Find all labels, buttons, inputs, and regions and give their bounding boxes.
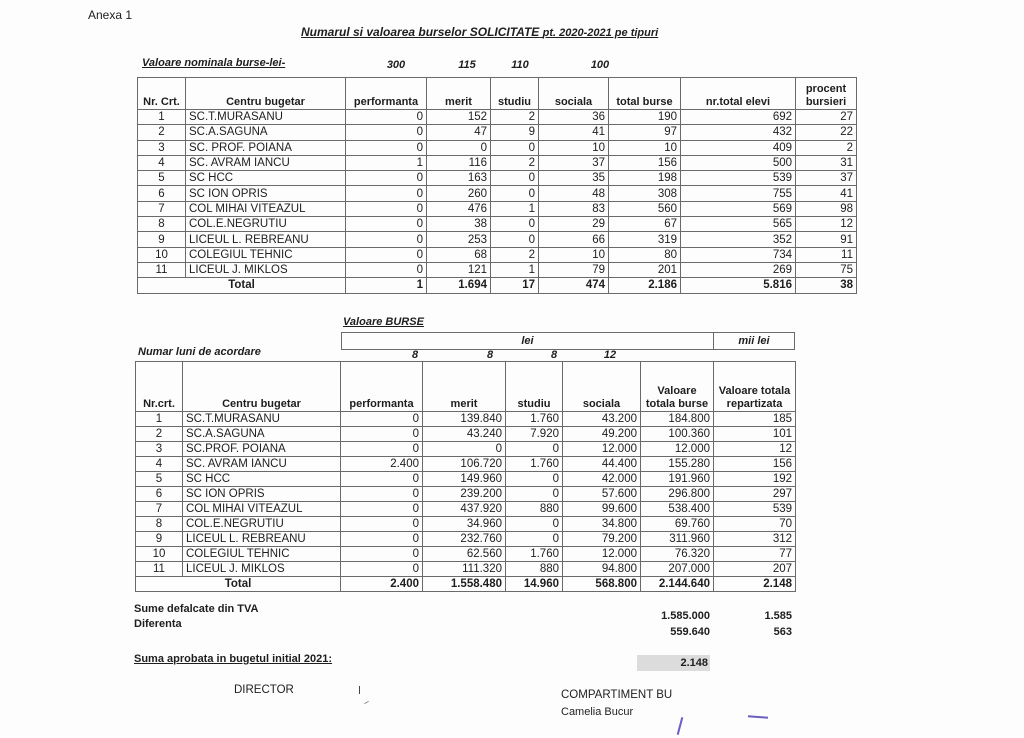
- section-title-valoare-burse: Valoare BURSE: [343, 316, 424, 328]
- total-label: Total: [136, 577, 341, 592]
- cell-merit: 239.200: [423, 487, 506, 502]
- cell-centru: LICEUL L. REBREANU: [186, 232, 346, 247]
- table-row: [136, 502, 796, 517]
- cell-centru: COL MIHAI VITEAZUL: [186, 201, 346, 216]
- cell-performanta: 0: [341, 547, 423, 562]
- total-merit: 1.558.480: [423, 577, 506, 592]
- requested-scholarships-table: [137, 77, 857, 294]
- header-total-burse: total burse: [609, 78, 681, 110]
- header-sociala: sociala: [563, 362, 641, 412]
- cell-valoare-totala: 296.800: [641, 487, 714, 502]
- cell-studiu: 880: [506, 562, 563, 577]
- table-row: [138, 125, 857, 140]
- cell-sociala: 12.000: [563, 547, 641, 562]
- cell-nr: 11: [136, 562, 183, 577]
- cell-sociala: 35: [539, 171, 609, 186]
- cell-procent: 98: [796, 201, 857, 216]
- cell-sociala: 79: [539, 262, 609, 277]
- cell-merit: 34.960: [423, 517, 506, 532]
- cell-merit: 0: [423, 442, 506, 457]
- cell-repartizata: 12: [714, 442, 796, 457]
- cell-studiu: 1.760: [506, 547, 563, 562]
- cell-nr: 2: [136, 427, 183, 442]
- table-row: [136, 547, 796, 562]
- cell-performanta: 0: [346, 232, 427, 247]
- cell-performanta: 0: [341, 472, 423, 487]
- cell-centru: COLEGIUL TEHNIC: [186, 247, 346, 262]
- table-row: [136, 562, 796, 577]
- cell-procent: 37: [796, 171, 857, 186]
- cell-sociala: 79.200: [563, 532, 641, 547]
- cell-centru: SC.A.SAGUNA: [186, 125, 346, 140]
- cell-merit: 437.920: [423, 502, 506, 517]
- cell-nr: 2: [138, 125, 186, 140]
- cell-merit: 476: [427, 201, 491, 216]
- cell-nr: 3: [136, 442, 183, 457]
- cell-valoare-totala: 100.360: [641, 427, 714, 442]
- table-row: [138, 155, 857, 170]
- header-valoare-totala: Valoare totala burse: [641, 362, 714, 412]
- cell-performanta: 0: [346, 110, 427, 125]
- cell-total-burse: 560: [609, 201, 681, 216]
- cell-merit: 163: [427, 171, 491, 186]
- total-performanta: 1: [346, 278, 427, 293]
- cell-nr: 10: [138, 247, 186, 262]
- approved-budget-label: Suma aprobata in bugetul initial 2021:: [134, 653, 333, 665]
- title-main: Numarul si valoarea burselor SOLICITATE: [301, 25, 540, 39]
- months-label: Numar luni de acordare: [138, 346, 261, 358]
- cell-total-burse: 10: [609, 140, 681, 155]
- table-row: [136, 427, 796, 442]
- cell-nr: 5: [136, 472, 183, 487]
- header-procent: procent bursieri: [796, 78, 857, 110]
- months-sociala: 12: [603, 349, 617, 361]
- table-row: [138, 201, 857, 216]
- cell-studiu: 9: [491, 125, 539, 140]
- cell-performanta: 0: [341, 532, 423, 547]
- cell-nr: 8: [136, 517, 183, 532]
- cell-total-elevi: 500: [681, 155, 796, 170]
- table-row: [136, 532, 796, 547]
- cell-total-elevi: 569: [681, 201, 796, 216]
- table-row: [138, 232, 857, 247]
- cell-valoare-totala: 155.280: [641, 457, 714, 472]
- cell-studiu: 1: [491, 201, 539, 216]
- cell-studiu: 1.760: [506, 412, 563, 427]
- months-performanta: 8: [411, 349, 419, 361]
- cell-merit: 152: [427, 110, 491, 125]
- table-row: [136, 412, 796, 427]
- cell-procent: 91: [796, 232, 857, 247]
- cell-repartizata: 70: [714, 517, 796, 532]
- cell-studiu: 0: [491, 186, 539, 201]
- cell-performanta: 0: [346, 262, 427, 277]
- cell-sociala: 41: [539, 125, 609, 140]
- tva-label: Sume defalcate din TVA: [134, 603, 259, 615]
- cell-performanta: 0: [346, 125, 427, 140]
- total-studiu: 14.960: [506, 577, 563, 592]
- cell-sociala: 94.800: [563, 562, 641, 577]
- cell-performanta: 2.400: [341, 457, 423, 472]
- cell-performanta: 0: [341, 562, 423, 577]
- header-sociala: sociala: [539, 78, 609, 110]
- cell-studiu: 0: [506, 442, 563, 457]
- cell-sociala: 99.600: [563, 502, 641, 517]
- table-row: [138, 140, 857, 155]
- cell-studiu: 0: [491, 217, 539, 232]
- cell-nr: 1: [136, 412, 183, 427]
- cell-performanta: 0: [341, 487, 423, 502]
- diff-mii-lei: 563: [773, 626, 792, 638]
- cell-valoare-totala: 191.960: [641, 472, 714, 487]
- annex-label: Anexa 1: [88, 8, 133, 22]
- cell-merit: 121: [427, 262, 491, 277]
- cell-valoare-totala: 69.760: [641, 517, 714, 532]
- cell-nr: 7: [136, 502, 183, 517]
- cell-sociala: 34.800: [563, 517, 641, 532]
- cell-repartizata: 297: [714, 487, 796, 502]
- cell-studiu: 0: [506, 487, 563, 502]
- cell-performanta: 0: [341, 517, 423, 532]
- cell-sociala: 37: [539, 155, 609, 170]
- cell-valoare-totala: 184.800: [641, 412, 714, 427]
- cell-repartizata: 156: [714, 457, 796, 472]
- total-row: [136, 577, 796, 592]
- cell-studiu: 7.920: [506, 427, 563, 442]
- cell-total-burse: 97: [609, 125, 681, 140]
- cell-valoare-totala: 311.960: [641, 532, 714, 547]
- cell-performanta: 0: [346, 201, 427, 216]
- cell-sociala: 10: [539, 247, 609, 262]
- table-row: [136, 472, 796, 487]
- cell-repartizata: 192: [714, 472, 796, 487]
- cell-centru: SC.T.MURASANU: [186, 110, 346, 125]
- signature-mark: [364, 701, 369, 704]
- cell-sociala: 48: [539, 186, 609, 201]
- cell-merit: 106.720: [423, 457, 506, 472]
- cell-nr: 4: [136, 457, 183, 472]
- cell-studiu: 0: [506, 532, 563, 547]
- cell-total-burse: 308: [609, 186, 681, 201]
- total-performanta: 2.400: [341, 577, 423, 592]
- cell-repartizata: 101: [714, 427, 796, 442]
- cell-total-elevi: 352: [681, 232, 796, 247]
- tva-lei: 1.585.000: [661, 610, 710, 622]
- table-row: [138, 171, 857, 186]
- table-row: [136, 487, 796, 502]
- cell-sociala: 44.400: [563, 457, 641, 472]
- cell-centru: LICEUL J. MIKLOS: [186, 262, 346, 277]
- cell-centru: SC.PROF. POIANA: [183, 442, 341, 457]
- cell-studiu: 880: [506, 502, 563, 517]
- cell-procent: 41: [796, 186, 857, 201]
- cell-merit: 149.960: [423, 472, 506, 487]
- total-valoare-totala: 2.144.640: [641, 577, 714, 592]
- cell-merit: 111.320: [423, 562, 506, 577]
- cell-procent: 11: [796, 247, 857, 262]
- cell-centru: COL.E.NEGRUTIU: [183, 517, 341, 532]
- tva-mii-lei: 1.585: [764, 610, 792, 622]
- table-row: [138, 247, 857, 262]
- cell-studiu: 1.760: [506, 457, 563, 472]
- cell-total-burse: 198: [609, 171, 681, 186]
- cell-total-elevi: 692: [681, 110, 796, 125]
- cell-sociala: 49.200: [563, 427, 641, 442]
- cell-total-burse: 80: [609, 247, 681, 262]
- cell-merit: 47: [427, 125, 491, 140]
- unit-lei: lei: [341, 332, 714, 350]
- cell-valoare-totala: 538.400: [641, 502, 714, 517]
- department-person: Camelia Bucur: [561, 706, 634, 718]
- total-sociala: 568.800: [563, 577, 641, 592]
- header-merit: merit: [427, 78, 491, 110]
- unit-mii-lei: mii lei: [713, 332, 795, 350]
- cell-merit: 253: [427, 232, 491, 247]
- cell-centru: SC HCC: [186, 171, 346, 186]
- table-row: [136, 442, 796, 457]
- cell-total-elevi: 409: [681, 140, 796, 155]
- header-performanta: performanta: [341, 362, 423, 412]
- cell-centru: COL MIHAI VITEAZUL: [183, 502, 341, 517]
- document-title: [301, 25, 658, 39]
- cell-nr: 6: [138, 186, 186, 201]
- diff-label: Diferenta: [134, 618, 182, 630]
- approved-budget-value: 2.148: [637, 655, 710, 671]
- cell-performanta: 0: [341, 502, 423, 517]
- cell-total-elevi: 432: [681, 125, 796, 140]
- cell-merit: 68: [427, 247, 491, 262]
- table-row: [136, 457, 796, 472]
- cell-centru: SC. AVRAM IANCU: [186, 155, 346, 170]
- cell-performanta: 0: [341, 442, 423, 457]
- months-studiu: 8: [550, 349, 558, 361]
- cell-performanta: 0: [346, 140, 427, 155]
- header-studiu: studiu: [506, 362, 563, 412]
- total-repartizata: 2.148: [714, 577, 796, 592]
- table-row: [138, 217, 857, 232]
- cell-merit: 139.840: [423, 412, 506, 427]
- cell-merit: 232.760: [423, 532, 506, 547]
- cell-sociala: 43.200: [563, 412, 641, 427]
- cell-nr: 9: [136, 532, 183, 547]
- cell-centru: SC HCC: [183, 472, 341, 487]
- cell-studiu: 2: [491, 110, 539, 125]
- cell-total-elevi: 755: [681, 186, 796, 201]
- table-row: [138, 110, 857, 125]
- cell-performanta: 0: [346, 217, 427, 232]
- cell-nr: 1: [138, 110, 186, 125]
- cell-studiu: 0: [491, 140, 539, 155]
- cell-repartizata: 185: [714, 412, 796, 427]
- cell-sociala: 66: [539, 232, 609, 247]
- header-nr: Nr.crt.: [136, 362, 183, 412]
- cell-studiu: 0: [506, 517, 563, 532]
- cell-centru: COL.E.NEGRUTIU: [186, 217, 346, 232]
- signature-ink-stroke: [677, 717, 684, 735]
- cell-procent: 22: [796, 125, 857, 140]
- table-row: [138, 186, 857, 201]
- cell-valoare-totala: 12.000: [641, 442, 714, 457]
- cell-merit: 62.560: [423, 547, 506, 562]
- cell-nr: 8: [138, 217, 186, 232]
- cell-performanta: 0: [346, 186, 427, 201]
- department-signature-label: COMPARTIMENT BU: [561, 689, 673, 701]
- cell-valoare-totala: 207.000: [641, 562, 714, 577]
- cell-performanta: 1: [346, 155, 427, 170]
- cell-studiu: 2: [491, 247, 539, 262]
- table-row: [138, 262, 857, 277]
- cell-performanta: 0: [346, 247, 427, 262]
- cell-performanta: 0: [341, 427, 423, 442]
- cell-sociala: 83: [539, 201, 609, 216]
- cell-studiu: 0: [506, 472, 563, 487]
- cell-nr: 6: [136, 487, 183, 502]
- cell-total-elevi: 539: [681, 171, 796, 186]
- cell-total-elevi: 565: [681, 217, 796, 232]
- cell-nr: 7: [138, 201, 186, 216]
- cell-total-elevi: 269: [681, 262, 796, 277]
- header-performanta: performanta: [346, 78, 427, 110]
- signature-mark: [359, 686, 360, 694]
- table-header-row: [136, 362, 796, 412]
- header-repartizata: Valoare totala repartizata: [714, 362, 796, 412]
- cell-repartizata: 312: [714, 532, 796, 547]
- total-merit: 1.694: [427, 278, 491, 293]
- cell-procent: 12: [796, 217, 857, 232]
- cell-sociala: 36: [539, 110, 609, 125]
- cell-centru: SC ION OPRIS: [186, 186, 346, 201]
- cell-procent: 27: [796, 110, 857, 125]
- total-total-elevi: 5.816: [681, 278, 796, 293]
- cell-studiu: 2: [491, 155, 539, 170]
- diff-lei: 559.640: [670, 626, 710, 638]
- cell-procent: 31: [796, 155, 857, 170]
- total-studiu: 17: [491, 278, 539, 293]
- header-total-elevi: nr.total elevi: [681, 78, 796, 110]
- header-centru: Centru bugetar: [186, 78, 346, 110]
- cell-total-burse: 190: [609, 110, 681, 125]
- nominal-value-label: Valoare nominala burse-lei-: [142, 57, 286, 69]
- cell-merit: 43.240: [423, 427, 506, 442]
- title-suffix: pt. 2020-2021 pe tipuri: [542, 27, 659, 39]
- nominal-value-performanta: 300: [386, 59, 406, 71]
- total-label: Total: [138, 278, 346, 293]
- months-merit: 8: [486, 349, 494, 361]
- cell-centru: SC.A.SAGUNA: [183, 427, 341, 442]
- table-row: [136, 517, 796, 532]
- cell-procent: 75: [796, 262, 857, 277]
- cell-procent: 2: [796, 140, 857, 155]
- cell-repartizata: 539: [714, 502, 796, 517]
- header-merit: merit: [423, 362, 506, 412]
- total-total-burse: 2.186: [609, 278, 681, 293]
- cell-centru: SC.T.MURASANU: [183, 412, 341, 427]
- cell-total-elevi: 734: [681, 247, 796, 262]
- header-centru: Centru bugetar: [183, 362, 341, 412]
- cell-centru: SC. PROF. POIANA: [186, 140, 346, 155]
- scholarship-values-table: [135, 361, 796, 592]
- cell-merit: 38: [427, 217, 491, 232]
- cell-nr: 10: [136, 547, 183, 562]
- cell-sociala: 10: [539, 140, 609, 155]
- cell-total-burse: 156: [609, 155, 681, 170]
- nominal-value-merit: 115: [458, 59, 476, 71]
- cell-studiu: 0: [491, 232, 539, 247]
- cell-studiu: 1: [491, 262, 539, 277]
- cell-total-burse: 67: [609, 217, 681, 232]
- nominal-value-studiu: 110: [511, 59, 529, 71]
- cell-centru: SC. AVRAM IANCU: [183, 457, 341, 472]
- nominal-value-sociala: 100: [590, 59, 610, 71]
- cell-nr: 11: [138, 262, 186, 277]
- cell-nr: 5: [138, 171, 186, 186]
- cell-sociala: 57.600: [563, 487, 641, 502]
- header-nr: Nr. Crt.: [138, 78, 186, 110]
- cell-nr: 3: [138, 140, 186, 155]
- cell-repartizata: 77: [714, 547, 796, 562]
- cell-repartizata: 207: [714, 562, 796, 577]
- cell-merit: 116: [427, 155, 491, 170]
- cell-centru: SC ION OPRIS: [183, 487, 341, 502]
- cell-total-burse: 319: [609, 232, 681, 247]
- cell-sociala: 12.000: [563, 442, 641, 457]
- cell-merit: 0: [427, 140, 491, 155]
- total-sociala: 474: [539, 278, 609, 293]
- cell-total-burse: 201: [609, 262, 681, 277]
- cell-centru: LICEUL L. REBREANU: [183, 532, 341, 547]
- cell-sociala: 42.000: [563, 472, 641, 487]
- total-row: [138, 278, 857, 293]
- cell-performanta: 0: [346, 171, 427, 186]
- cell-valoare-totala: 76.320: [641, 547, 714, 562]
- signature-ink-stroke: [748, 715, 768, 718]
- director-signature-label: DIRECTOR: [234, 684, 294, 696]
- cell-studiu: 0: [491, 171, 539, 186]
- cell-merit: 260: [427, 186, 491, 201]
- cell-sociala: 29: [539, 217, 609, 232]
- table-header-row: [138, 78, 857, 110]
- total-procent: 38: [796, 278, 857, 293]
- cell-centru: LICEUL J. MIKLOS: [183, 562, 341, 577]
- cell-nr: 4: [138, 155, 186, 170]
- cell-nr: 9: [138, 232, 186, 247]
- cell-centru: COLEGIUL TEHNIC: [183, 547, 341, 562]
- cell-performanta: 0: [341, 412, 423, 427]
- header-studiu: studiu: [491, 78, 539, 110]
